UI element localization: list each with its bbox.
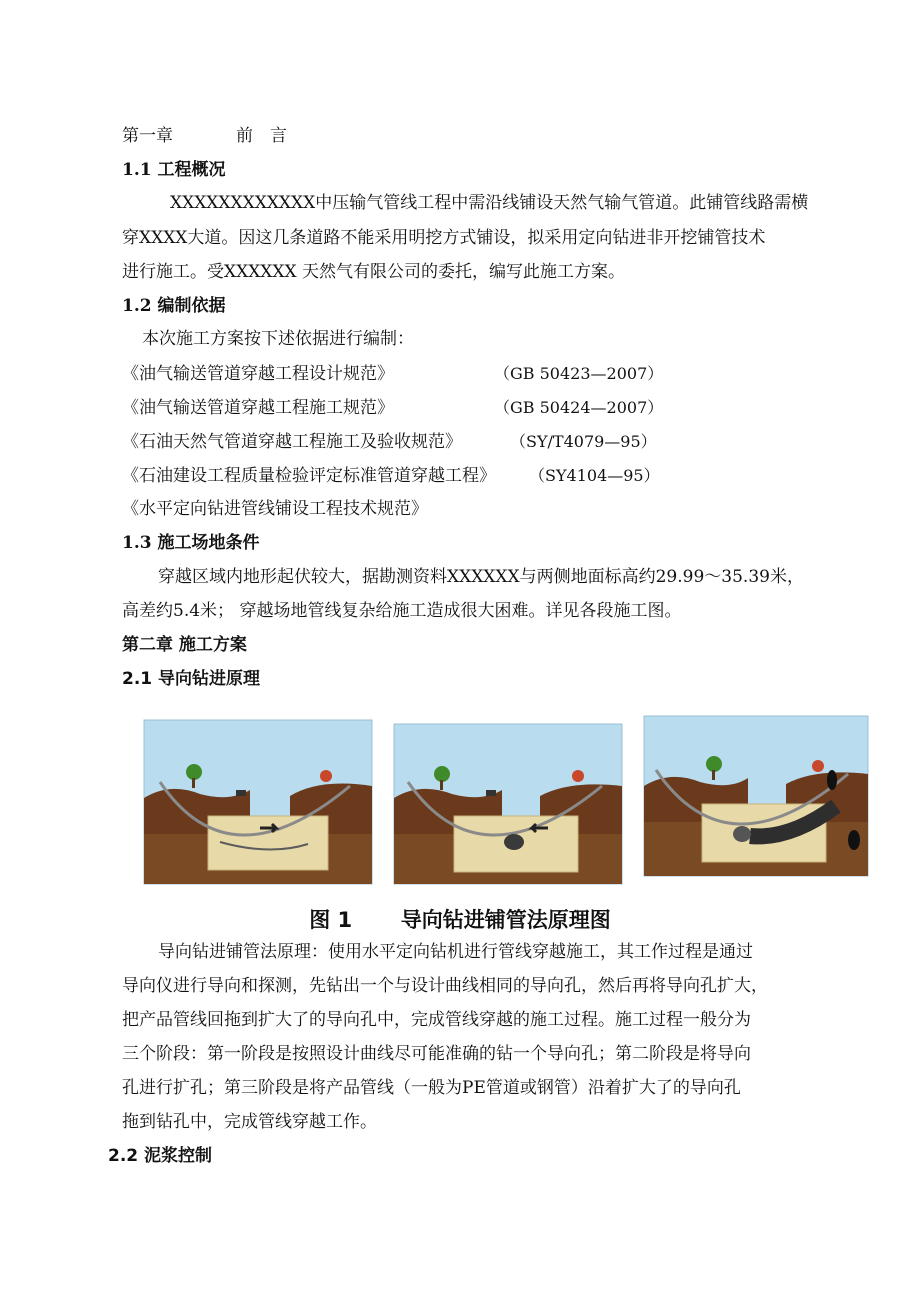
- section-1-2-heading: 1.2 编制依据: [122, 296, 226, 316]
- ref-code-3: （SY/T4079—95）: [510, 432, 657, 451]
- section-2-2-heading: 2.2 泥浆控制: [108, 1146, 213, 1166]
- ref-code-1: （GB 50423—2007）: [494, 364, 664, 383]
- figure-caption: [0, 904, 920, 934]
- figure-panel-pullback: [640, 712, 872, 880]
- s1-3-line-2: 高差约5.4米； 穿越场地管线复杂给施工造成很大困难。详见各段施工图。: [122, 601, 682, 621]
- chapter1-title: 前 言: [236, 126, 287, 146]
- s2-1-line-6: 拖到钻孔中，完成管线穿越工作。: [122, 1112, 377, 1132]
- section-1-1-heading: 1.1 工程概况: [122, 160, 226, 180]
- ref-name-2: 《油气输送管道穿越工程施工规范》: [122, 398, 394, 418]
- chapter2-title: 第二章 施工方案: [122, 635, 247, 655]
- figure-panel-reaming: [390, 720, 626, 888]
- section-1-3-heading: 1.3 施工场地条件: [122, 533, 260, 553]
- s2-1-line-4: 三个阶段：第一阶段是按照设计曲线尽可能准确的钻一个导向孔；第二阶段是将导向: [122, 1044, 751, 1064]
- section-2-1-heading: 2.1 导向钻进原理: [122, 669, 261, 689]
- chapter1-label: 第一章: [122, 126, 173, 146]
- s1-1-line-3: 进行施工。受XXXXXX 天然气有限公司的委托，编写此施工方案。: [122, 262, 626, 282]
- s2-1-line-2: 导向仪进行导向和探测，先钻出一个与设计曲线相同的导向孔，然后再将导向孔扩大，: [122, 976, 768, 996]
- ref-name-5: 《水平定向钻进管线铺设工程技术规范》: [122, 499, 428, 519]
- s1-1-line-2: 穿XXXX大道。因这几条道路不能采用明挖方式铺设，拟采用定向钻进非开挖铺管技术: [122, 228, 766, 248]
- s2-1-line-5: 孔进行扩孔；第三阶段是将产品管线（一般为PE管道或钢管）沿着扩大了的导向孔: [122, 1078, 741, 1098]
- figure-number: 图 1: [309, 908, 353, 932]
- s1-2-intro: 本次施工方案按下述依据进行编制：: [142, 329, 414, 349]
- ref-name-3: 《石油天然气管道穿越工程施工及验收规范》: [122, 432, 462, 452]
- figure-panel-pilot-bore: [140, 716, 376, 888]
- ref-code-4: （SY4104—95）: [529, 466, 660, 485]
- ref-code-2: （GB 50424—2007）: [494, 398, 664, 417]
- s1-3-line-1: 穿越区域内地形起伏较大，据勘测资料XXXXXX与两侧地面标高约29.99～35.39米，: [158, 567, 804, 587]
- s2-1-line-3: 把产品管线回拖到扩大了的导向孔中，完成管线穿越的施工过程。施工过程一般分为: [122, 1010, 751, 1030]
- ref-name-4: 《石油建设工程质量检验评定标准管道穿越工程》: [122, 466, 496, 486]
- figure-title: 导向钻进铺管法原理图: [400, 908, 611, 932]
- s2-1-line-1: 导向钻进铺管法原理：使用水平定向钻机进行管线穿越施工，其工作过程是通过: [158, 942, 753, 962]
- ref-name-1: 《油气输送管道穿越工程设计规范》: [122, 364, 394, 384]
- s1-1-line-1: XXXXXXXXXXXX中压输气管线工程中需沿线铺设天然气输气管道。此铺管线路需横: [170, 193, 809, 213]
